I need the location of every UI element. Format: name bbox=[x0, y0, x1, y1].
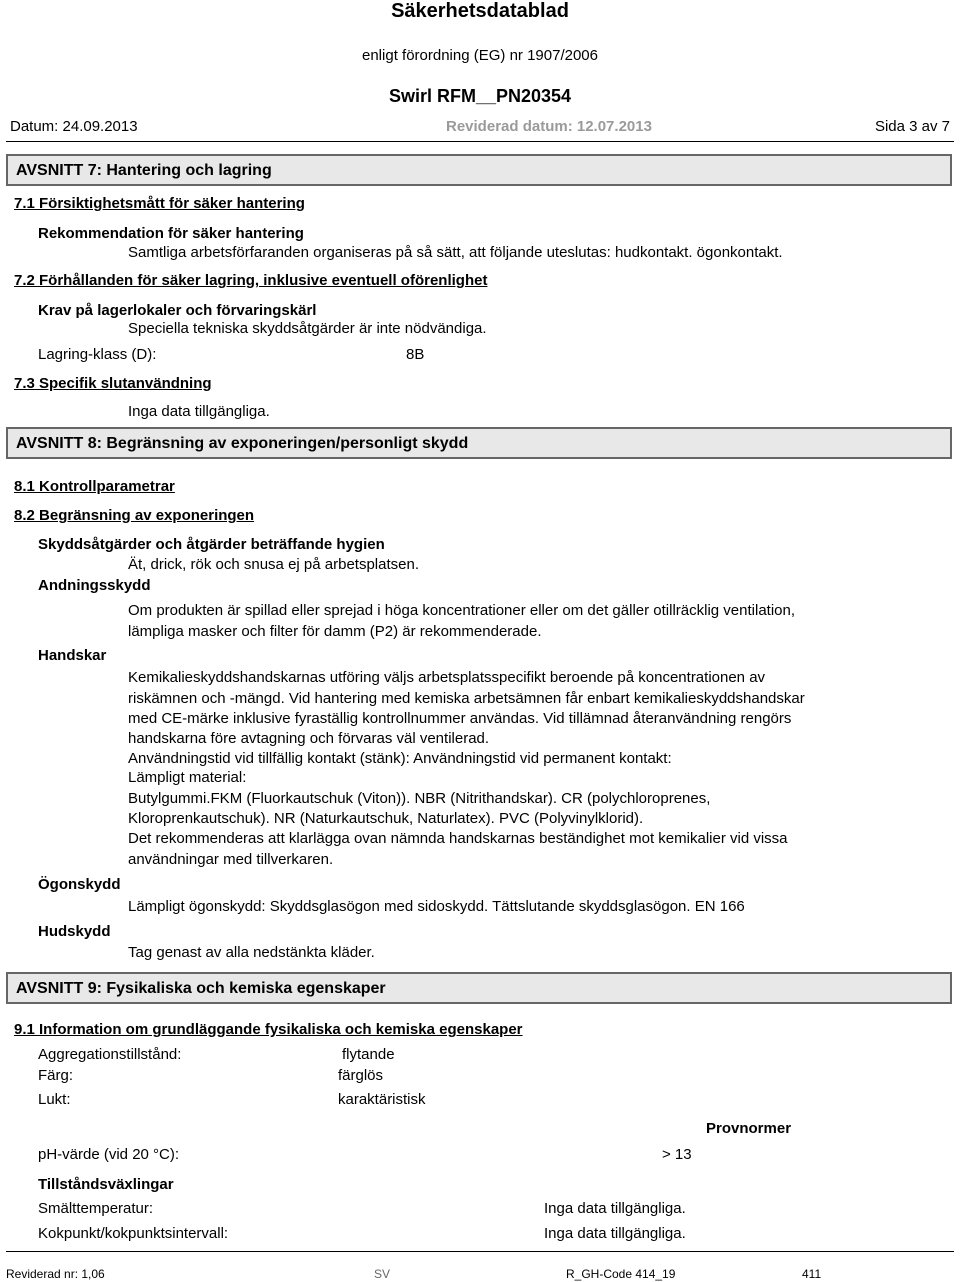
safe-handling-text: Samtliga arbetsförfaranden organiseras på så sätt, att följande uteslutas: hudkontakt. ögonkontakt. bbox=[128, 244, 783, 261]
subsection-8-1-title: 8.1 Kontrollparametrar bbox=[14, 478, 175, 495]
gloves-text-line: Det rekommenderas att klarlägga ovan nämnda handskarnas beständighet mot kemikalier vid vissa bbox=[128, 830, 788, 847]
header-divider bbox=[6, 141, 954, 142]
storage-class-value: 8B bbox=[406, 346, 425, 363]
safe-handling-label: Rekommendation för säker hantering bbox=[38, 225, 304, 242]
subsection-8-2-title: 8.2 Begränsning av exponeringen bbox=[14, 507, 255, 524]
respiratory-text-line: Om produkten är spillad eller sprejad i höga koncentrationer eller om det gäller otillräcklig ventilation, bbox=[128, 602, 796, 619]
subsection-7-3-title: 7.3 Specifik slutanvändning bbox=[14, 375, 212, 392]
subsection-7-2-title: 7.2 Förhållanden för säker lagring, inklusive eventuell oförenlighet bbox=[14, 272, 488, 289]
skin-protection-label: Hudskydd bbox=[38, 923, 111, 940]
property-label: Lukt: bbox=[38, 1091, 71, 1108]
end-use-text: Inga data tillgängliga. bbox=[128, 403, 270, 420]
section-9-title: AVSNITT 9: Fysikaliska och kemiska egenskaper bbox=[16, 980, 386, 997]
storage-requirements-text: Speciella tekniska skyddsåtgärder är inte nödvändiga. bbox=[128, 320, 487, 337]
property-label: Färg: bbox=[38, 1067, 74, 1084]
property-value: färglös bbox=[338, 1067, 384, 1084]
ph-value: > 13 bbox=[662, 1146, 692, 1163]
footer-revision: Reviderad nr: 1,06 bbox=[6, 1267, 105, 1281]
respiratory-text-line: lämpliga masker och filter för damm (P2) är rekommenderade. bbox=[128, 623, 542, 640]
section-7-header bbox=[6, 154, 952, 186]
melting-point-label: Smälttemperatur: bbox=[38, 1200, 154, 1217]
section-8-header bbox=[6, 427, 952, 459]
melting-point-value: Inga data tillgängliga. bbox=[544, 1200, 686, 1217]
storage-requirements-label: Krav på lagerlokaler och förvaringskärl bbox=[38, 302, 317, 319]
footer-divider bbox=[6, 1251, 954, 1252]
document-title: Säkerhetsdatablad bbox=[391, 0, 569, 22]
subsection-7-1-title: 7.1 Försiktighetsmått för säker hantering bbox=[14, 195, 305, 212]
boiling-point-value: Inga data tillgängliga. bbox=[544, 1225, 686, 1242]
gloves-label: Handskar bbox=[38, 647, 107, 664]
gloves-text-line: med CE-märke inklusive fyraställig kontrollnummer användas. Vid tillämnad återanvändning rengörs bbox=[128, 710, 792, 727]
property-value: flytande bbox=[342, 1046, 395, 1063]
footer-language: SV bbox=[374, 1267, 391, 1281]
test-norm-header: Provnormer bbox=[706, 1120, 792, 1137]
eye-protection-text: Lämpligt ögonskydd: Skyddsglasögon med sidoskydd. Tättslutande skyddsglasögon. EN 166 bbox=[128, 898, 745, 915]
subsection-9-1-title: 9.1 Information om grundläggande fysikaliska och kemiska egenskaper bbox=[14, 1021, 523, 1038]
revision-date: Reviderad datum: 12.07.2013 bbox=[446, 118, 652, 135]
state-transitions-label: Tillståndsväxlingar bbox=[38, 1176, 174, 1193]
issue-date: Datum: 24.09.2013 bbox=[10, 118, 138, 135]
section-8-title: AVSNITT 8: Begränsning av exponeringen/personligt skydd bbox=[16, 435, 469, 452]
property-value: karaktäristisk bbox=[338, 1091, 426, 1108]
property-label: Aggregationstillstånd: bbox=[38, 1046, 182, 1063]
gloves-text-line: Kemikalieskyddshandskarnas utföring väljs arbetsplatsspecifikt beroende på koncentrationen av bbox=[128, 669, 766, 686]
gloves-text-line: Kloroprenkautschuk). NR (Naturkautschuk, Naturlatex). PVC (Polyvinylklorid). bbox=[128, 810, 644, 827]
gloves-text-line: riskämnen och -mängd. Vid hantering med kemiska arbetsämnen får enbart kemikalieskyddshandskar bbox=[128, 690, 805, 707]
gloves-text-line: handskarna före avtagning och förvaras väl ventilerad. bbox=[128, 730, 490, 747]
skin-protection-text: Tag genast av alla nedstänkta kläder. bbox=[128, 944, 375, 961]
ph-label: pH-värde (vid 20 °C): bbox=[38, 1146, 180, 1163]
hygiene-text: Ät, drick, rök och snusa ej på arbetsplatsen. bbox=[128, 556, 419, 573]
footer-code: R_GH-Code 414_19 bbox=[566, 1267, 676, 1281]
gloves-text-line: användningar med tillverkaren. bbox=[128, 851, 334, 868]
respiratory-label: Andningsskydd bbox=[38, 577, 151, 594]
page-number: Sida 3 av 7 bbox=[874, 118, 950, 135]
gloves-text-line: Användningstid vid tillfällig kontakt (stänk): Användningstid vid permanent kontakt: bbox=[128, 750, 672, 767]
storage-class-label: Lagring-klass (D): bbox=[38, 346, 157, 363]
eye-protection-label: Ögonskydd bbox=[38, 876, 121, 893]
hygiene-label: Skyddsåtgärder och åtgärder beträffande hygien bbox=[38, 536, 385, 553]
section-7-title: AVSNITT 7: Hantering och lagring bbox=[16, 162, 272, 179]
product-name: Swirl RFM__PN20354 bbox=[388, 86, 572, 106]
boiling-point-label: Kokpunkt/kokpunktsintervall: bbox=[38, 1225, 229, 1242]
gloves-text-line: Lämpligt material: bbox=[128, 769, 247, 786]
section-9-header bbox=[6, 972, 952, 1004]
regulation-text: enligt förordning (EG) nr 1907/2006 bbox=[362, 47, 598, 64]
gloves-text-line: Butylgummi.FKM (Fluorkautschuk (Viton)). NBR (Nitrithandskar). CR (polychloroprenes, bbox=[128, 790, 711, 807]
footer-number: 411 bbox=[802, 1267, 822, 1281]
